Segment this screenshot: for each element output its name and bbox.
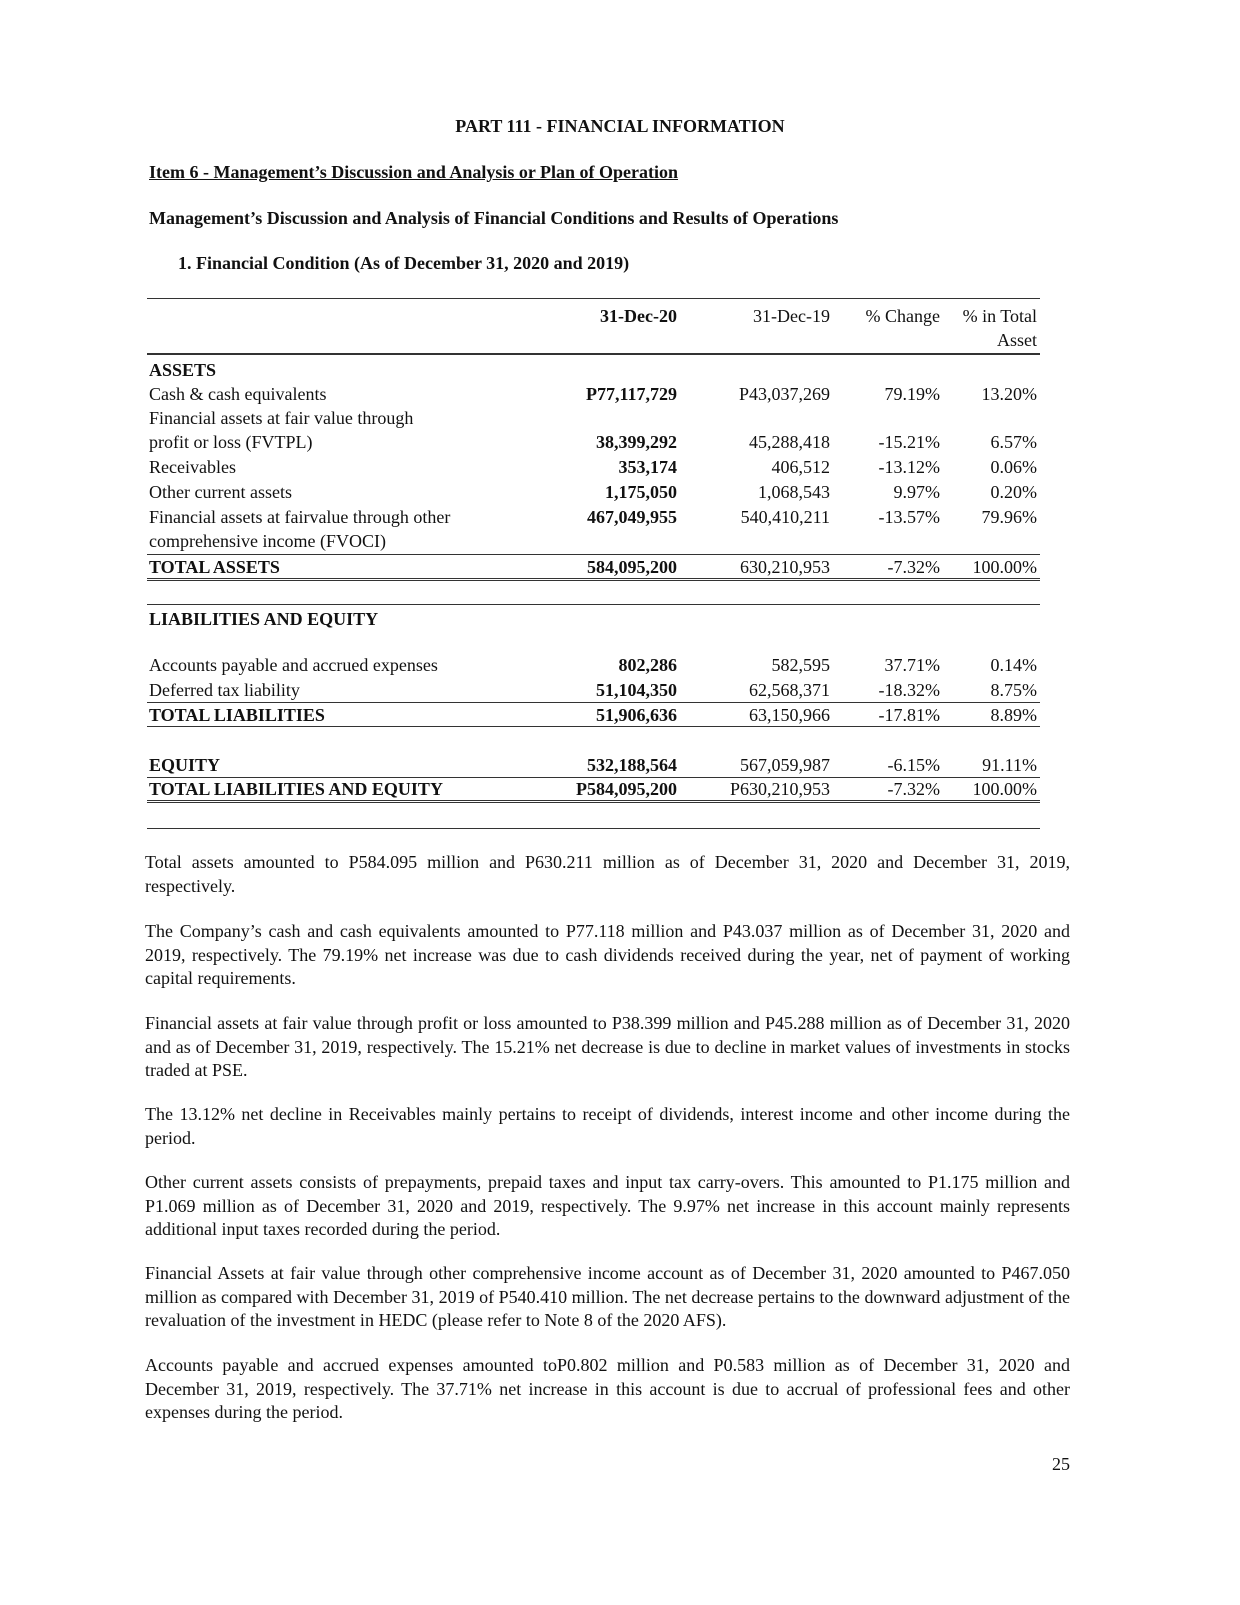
liabilities-heading: LIABILITIES AND EQUITY (149, 609, 379, 629)
pct-total: 6.57% (990, 432, 1037, 452)
header-dec-2020: 31-Dec-20 (600, 306, 677, 326)
row-label: Other current assets (149, 482, 292, 502)
pct-total: 8.89% (990, 705, 1037, 725)
pct-change: -7.32% (887, 779, 940, 799)
subsection-heading: 1. Financial Condition (As of December 31, 2020 and 2019) (178, 253, 630, 273)
row-label: Financial assets at fair value through (149, 408, 414, 428)
table-row (147, 480, 1040, 504)
pct-change: -17.81% (878, 705, 940, 725)
value-2020: P77,117,729 (585, 384, 677, 404)
row-label: TOTAL ASSETS (149, 557, 280, 577)
double-rule (147, 578, 1040, 581)
value-2020: 353,174 (618, 457, 677, 477)
table-row (147, 382, 1040, 406)
value-2020: 802,286 (618, 655, 677, 675)
item-title: Item 6 - Management’s Discussion and Analysis or Plan of Operation (149, 162, 679, 182)
table-row (147, 505, 1040, 529)
row-rule (147, 604, 1040, 605)
row-label: Financial assets at fairvalue through other (149, 507, 451, 527)
paragraph-receivables: The 13.12% net decline in Receivables mainly pertains to receipt of dividends, interest income and other income during the period. (145, 1104, 1070, 1148)
page-number: 25 (1052, 1454, 1070, 1474)
row-label: Receivables (149, 457, 236, 477)
pct-change: -6.15% (887, 755, 940, 775)
table-bottom-rule (147, 828, 1040, 829)
pct-change: 79.19% (884, 384, 940, 404)
assets-heading: ASSETS (149, 360, 217, 380)
pct-change: 37.71% (884, 655, 940, 675)
pct-total: 0.14% (990, 655, 1037, 675)
header-pct-total-line2: Asset (997, 330, 1037, 350)
pct-total: 13.20% (981, 384, 1037, 404)
value-2020: 51,104,350 (596, 680, 677, 700)
table-row (147, 703, 1040, 727)
table-row (147, 555, 1040, 579)
header-pct-total: % in Total (962, 306, 1037, 326)
value-2019: 406,512 (771, 457, 830, 477)
value-2019: 540,410,211 (740, 507, 830, 527)
row-label: TOTAL LIABILITIES AND EQUITY (149, 779, 443, 799)
value-2020: 1,175,050 (605, 482, 677, 502)
table-row (147, 406, 1040, 430)
table-row (147, 653, 1040, 677)
value-2019: 62,568,371 (749, 680, 830, 700)
table-row (147, 529, 1040, 553)
value-2019: 582,595 (771, 655, 830, 675)
row-label: Accounts payable and accrued expenses (149, 655, 438, 675)
paragraph-accounts-payable: Accounts payable and accrued expenses amounted toP0.802 million and P0.583 million as of December 31, 2020 and December 31, 2019, respectively. The 37.71% net increase in this account is due to accrual of professional fees and other expenses during the period. (145, 1355, 1070, 1422)
table-top-rule (147, 298, 1040, 299)
pct-total: 8.75% (990, 680, 1037, 700)
table-row (147, 430, 1040, 454)
double-rule (147, 800, 1040, 803)
pct-change: -13.57% (878, 507, 940, 527)
row-rule (147, 726, 1040, 727)
table-row (147, 455, 1040, 479)
header-dec-2019: 31-Dec-19 (753, 306, 830, 326)
row-label-cont: comprehensive income (FVOCI) (149, 531, 386, 551)
pct-change: -18.32% (878, 680, 940, 700)
table-row (147, 777, 1040, 801)
pct-total: 0.20% (990, 482, 1037, 502)
paragraph-total-assets: Total assets amounted to P584.095 million and P630.211 million as of December 31, 2020 and December 31, 2019, respectively. (145, 852, 1070, 896)
row-label: Cash & cash equivalents (149, 384, 327, 404)
pct-total: 100.00% (972, 557, 1037, 577)
paragraph-fvoci: Financial Assets at fair value through other comprehensive income account as of December 31, 2020 amounted to P467.050 million as compared with December 31, 2019 of P540.410 million. The net decrease pertains to the downward adjustment of the revaluation of the investment in HEDC (please refer to Note 8 of the 2020 AFS). (145, 1263, 1070, 1330)
row-label: TOTAL LIABILITIES (149, 705, 325, 725)
value-2020: 51,906,636 (596, 705, 677, 725)
value-2019: P43,037,269 (738, 384, 830, 404)
header-rule (147, 353, 1040, 355)
pct-change: -7.32% (887, 557, 940, 577)
row-label: EQUITY (149, 755, 221, 775)
part-title: PART 111 - FINANCIAL INFORMATION (455, 116, 785, 136)
value-2019: 567,059,987 (740, 755, 830, 775)
value-2019: 45,288,418 (749, 432, 830, 452)
table-row (147, 358, 1040, 382)
row-label: Deferred tax liability (149, 680, 300, 700)
pct-total: 100.00% (972, 779, 1037, 799)
pct-total: 79.96% (981, 507, 1037, 527)
table-row (147, 678, 1040, 702)
pct-change: 9.97% (893, 482, 940, 502)
pct-total: 0.06% (990, 457, 1037, 477)
value-2020: 38,399,292 (596, 432, 677, 452)
value-2019: P630,210,953 (729, 779, 830, 799)
table-row (147, 753, 1040, 777)
paragraph-other-current-assets: Other current assets consists of prepayments, prepaid taxes and input tax carry-overs. This amounted to P1.175 million and P1.069 million as of December 31, 2020 and 2019, respectively. The 9.97% net increase in this account mainly represents additional input taxes recorded during the period. (145, 1172, 1070, 1239)
value-2020: 584,095,200 (587, 557, 677, 577)
value-2019: 1,068,543 (758, 482, 830, 502)
value-2019: 630,210,953 (740, 557, 830, 577)
table-row (147, 607, 1040, 631)
value-2020: 532,188,564 (587, 755, 677, 775)
value-2019: 63,150,966 (749, 705, 830, 725)
paragraph-fvtpl: Financial assets at fair value through profit or loss amounted to P38.399 million and P45.288 million as of December 31, 2020 and as of December 31, 2019, respectively. The 15.21% net decrease is due to decline in market values of investments in stocks traded at PSE. (145, 1013, 1070, 1080)
paragraph-cash: The Company’s cash and cash equivalents amounted to P77.118 million and P43.037 million as of December 31, 2020 and 2019, respectively. The 79.19% net increase was due to cash dividends received during the year, net of payment of working capital requirements. (145, 921, 1070, 988)
value-2020: P584,095,200 (576, 779, 677, 799)
pct-change: -13.12% (878, 457, 940, 477)
header-pct-change: % Change (865, 306, 940, 326)
pct-change: -15.21% (878, 432, 940, 452)
section-heading: Management’s Discussion and Analysis of Financial Conditions and Results of Operations (149, 208, 839, 228)
value-2020: 467,049,955 (587, 507, 677, 527)
row-label-cont: profit or loss (FVTPL) (149, 432, 313, 452)
financial-condition-table (147, 298, 1040, 830)
pct-total: 91.11% (982, 755, 1037, 775)
